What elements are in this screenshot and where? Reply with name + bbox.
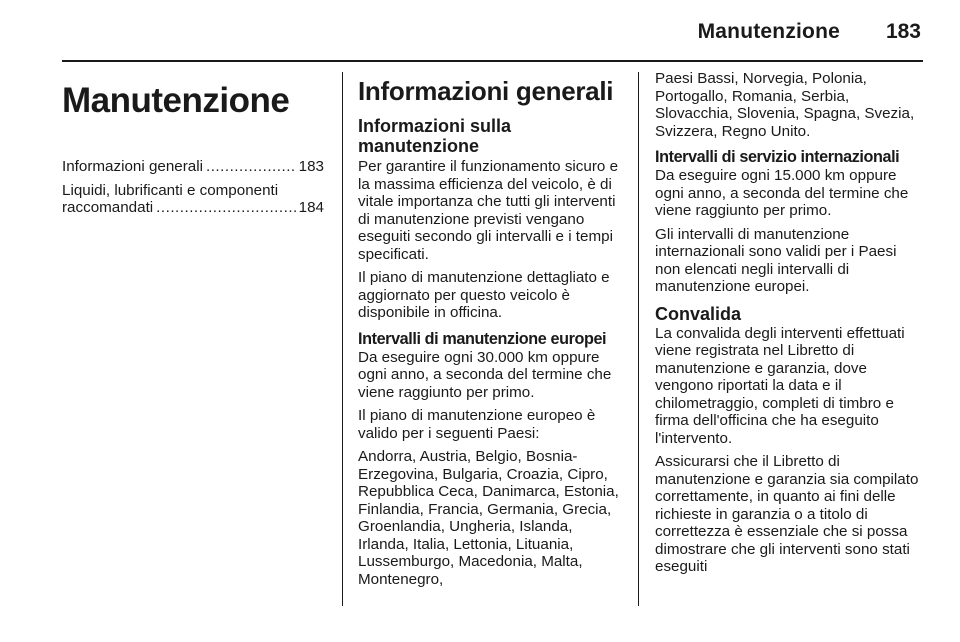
paragraph: Da eseguire ogni 15.000 km oppure ogni anno, a seconda del termine che viene raggiunto per primo. bbox=[655, 167, 909, 219]
page-number: 183 bbox=[885, 20, 921, 43]
toc-entry[interactable] bbox=[62, 158, 324, 176]
country-list: Paesi Bassi, Norvegia, Polonia, Portogallo, Romania, Serbia, Slovacchia, Slovenia, Spagna, Svezia, Svizzera, Regno Unito. bbox=[655, 70, 915, 140]
section-title: Informazioni generali bbox=[358, 76, 614, 106]
toc-entry-text: Liquidi, lubrificanti e componenti bbox=[62, 181, 279, 199]
paragraph: Per garantire il funzionamento sicuro e la massima efficienza del veicolo, è di vitale importanza che tutti gli interventi di manutenzione previsti vengano eseguiti secondo gli intervalli e i tempi specificati. bbox=[358, 158, 619, 263]
header-rule bbox=[62, 60, 923, 62]
toc-leader-dots bbox=[156, 199, 295, 217]
toc-entry-page: 183 bbox=[298, 158, 324, 175]
paragraph: Assicurarsi che il Libretto di manutenzione e garanzia sia compilato correttamente, in quanto ai fini delle richieste in garanzia o a titolo di correttezza è essenziale che si possa dimostrare che gli interventi sono stati eseguiti bbox=[655, 453, 919, 575]
subsection-heading: Informazioni sulla manutenzione bbox=[358, 116, 512, 156]
toc-entry-text: Informazioni generali bbox=[62, 158, 203, 175]
toc-leader-dots bbox=[206, 158, 296, 176]
toc-entry-text: raccomandati bbox=[62, 199, 154, 216]
column-divider bbox=[638, 72, 639, 606]
paragraph: Da eseguire ogni 30.000 km oppure ogni anno, a seconda del termine che viene raggiunto per primo. bbox=[358, 348, 612, 401]
content-column-middle bbox=[358, 70, 624, 594]
column-divider bbox=[342, 72, 343, 606]
paragraph: Gli intervalli di manutenzione internazionali sono validi per i Paesi non elencati negli intervalli di manutenzione europei. bbox=[655, 225, 897, 295]
toc-entry[interactable] bbox=[62, 182, 324, 217]
content-column-right bbox=[655, 70, 923, 582]
subsection-heading: Convalida bbox=[655, 303, 742, 324]
subsection-heading: Intervalli di servizio internazionali bbox=[655, 148, 900, 166]
country-list: Andorra, Austria, Belgio, Bosnia-Erzegovina, Bulgaria, Croazia, Cipro, Repubblica Ceca, Danimarca, Estonia, Finlandia, Francia, Germania, Grecia, Groenlandia, Ungheria, Islanda, Irlanda, Italia, Lettonia, Lituania, Lussemburgo, Macedonia, Malta, Montenegro, bbox=[358, 448, 619, 588]
header-title: Manutenzione bbox=[697, 20, 840, 43]
paragraph: Il piano di manutenzione europeo è valido per i seguenti Paesi: bbox=[358, 407, 596, 442]
paragraph: La convalida degli interventi effettuati viene registrata nel Libretto di manutenzione e garanzia, dove vengono riportati la data e il chilometraggio, completi di timbro e firma dell'officina che ha eseguito l'intervento. bbox=[655, 324, 905, 447]
toc-entry-page: 184 bbox=[298, 199, 324, 216]
toc-column bbox=[62, 70, 324, 223]
paragraph: Il piano di manutenzione dettagliato e aggiornato per questo veicolo è disponibile in officina. bbox=[358, 269, 610, 321]
subsection-heading: Intervalli di manutenzione europei bbox=[358, 329, 607, 348]
chapter-title: Manutenzione bbox=[62, 81, 290, 120]
